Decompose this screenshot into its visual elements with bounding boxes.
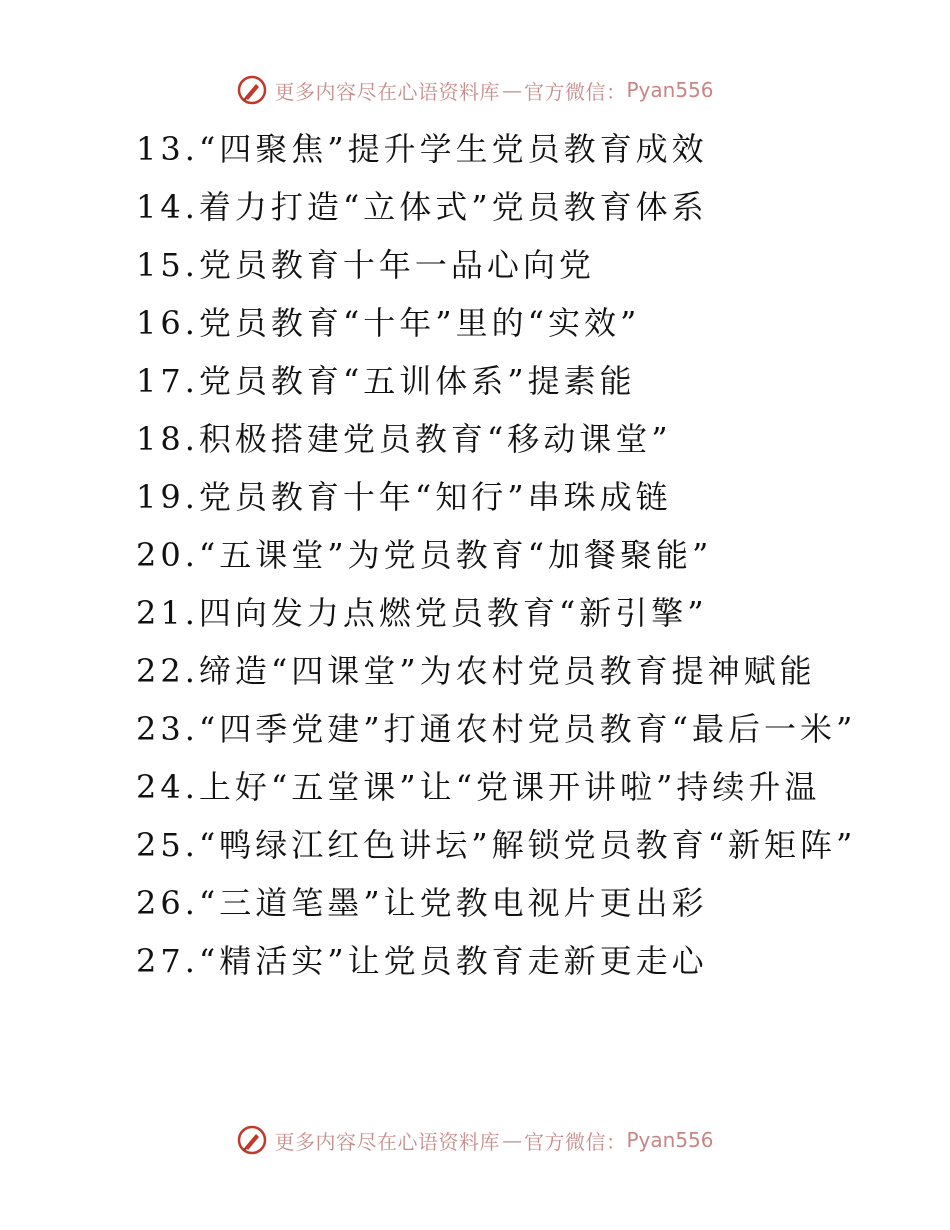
list-item: 15.党员教育十年一品心向党 [136,246,595,284]
list-item: 27.“精活实”让党员教育走新更走心 [136,942,708,980]
list-item: 18.积极搭建党员教育“移动课堂” [136,420,672,458]
list-item: 25.“鸭绿江红色讲坛”解锁党员教育“新矩阵” [136,826,857,864]
watermark-separator: — [501,1128,522,1152]
watermark-id: Pyan556 [626,78,714,102]
list-item: 20.“五课堂”为党员教育“加餐聚能” [136,536,713,574]
watermark-header [0,72,950,108]
watermark-label: 官方微信： [523,1129,627,1154]
list-item: 16.党员教育“十年”里的“实效” [136,304,641,342]
list-item: 24.上好“五堂课”让“党课开讲啦”持续升温 [136,768,821,806]
watermark-label: 官方微信： [523,79,627,104]
pen-logo-icon [236,1124,268,1156]
list-item: 13.“四聚焦”提升学生党员教育成效 [136,130,708,168]
watermark-footer [0,1122,950,1158]
list-item: 26.“三道笔墨”让党教电视片更出彩 [136,884,708,922]
watermark-id: Pyan556 [626,1128,714,1152]
list-item: 19.党员教育十年“知行”串珠成链 [136,478,672,516]
pen-logo-icon [236,74,268,106]
watermark-text: 更多内容尽在心语资料库 [274,1129,500,1154]
watermark-text: 更多内容尽在心语资料库 [274,79,500,104]
list-item: 22.缔造“四课堂”为农村党员教育提神赋能 [136,652,816,690]
title-list [98,120,858,990]
list-item: 17.党员教育“五训体系”提素能 [136,362,636,400]
list-item: 23.“四季党建”打通农村党员教育“最后一米” [136,710,857,748]
list-item: 14.着力打造“立体式”党员教育体系 [136,188,708,226]
watermark-separator: — [501,78,522,102]
list-item: 21.四向发力点燃党员教育“新引擎” [136,594,708,632]
